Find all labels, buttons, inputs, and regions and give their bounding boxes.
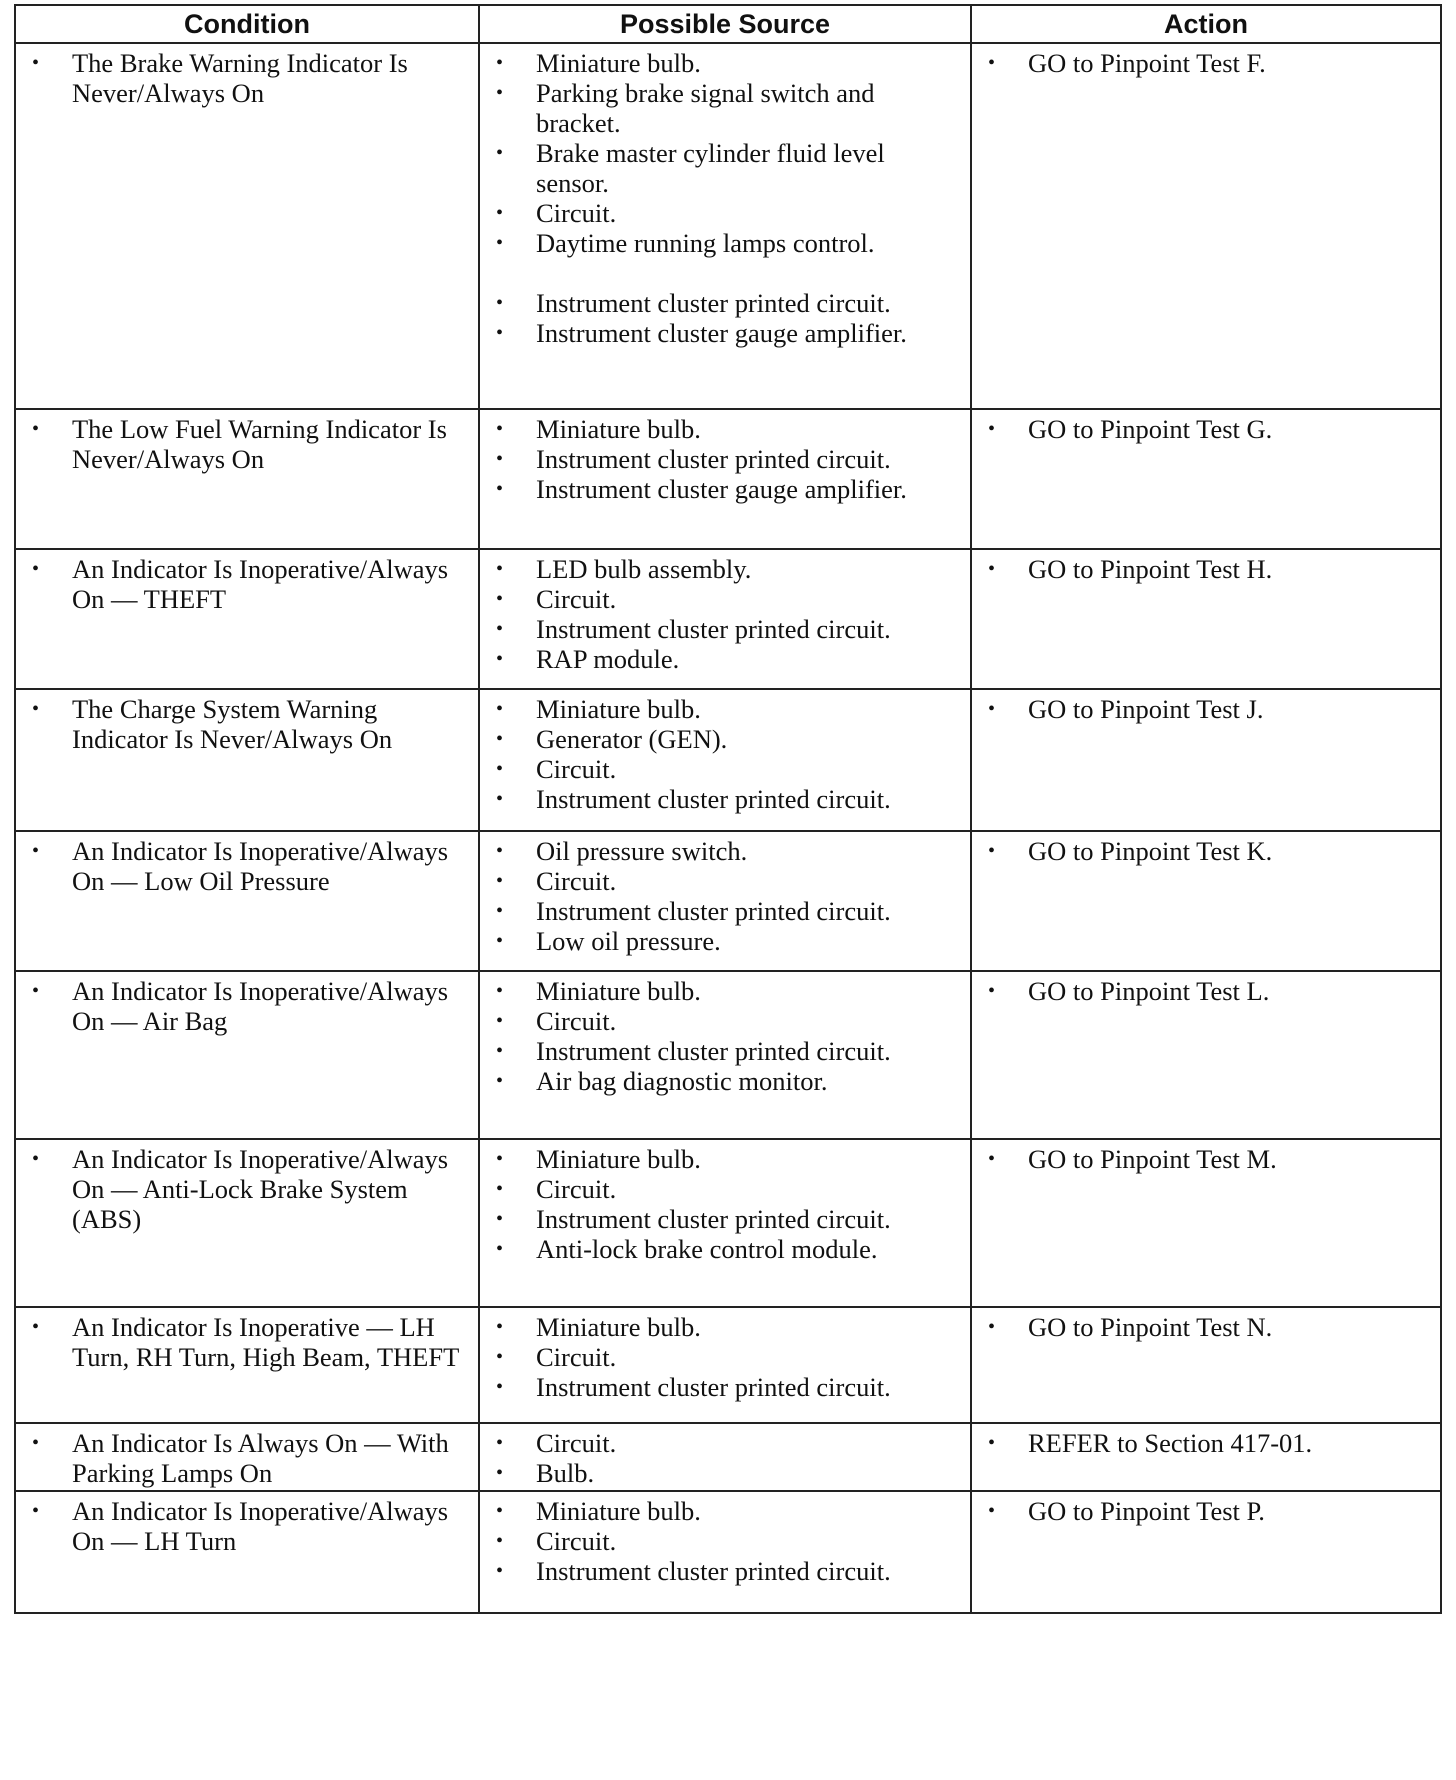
condition-cell bbox=[15, 409, 479, 549]
condition-cell bbox=[15, 43, 479, 409]
condition-text: • An Indicator Is Inoperative — LH Turn, RH Turn, High Beam, THEFT bbox=[26, 1312, 472, 1372]
table-row bbox=[15, 831, 1441, 971]
source-item: • Circuit. bbox=[490, 1428, 964, 1458]
action-list bbox=[982, 694, 1434, 724]
action-text: • GO to Pinpoint Test L. bbox=[982, 976, 1434, 1006]
action-cell bbox=[971, 971, 1441, 1139]
condition-list bbox=[26, 1496, 472, 1556]
condition-list bbox=[26, 836, 472, 896]
condition-text: • The Charge System Warning Indicator Is Never/Always On bbox=[26, 694, 472, 754]
action-text: • GO to Pinpoint Test F. bbox=[982, 48, 1434, 78]
condition-list bbox=[26, 414, 472, 474]
source-item: • Circuit. bbox=[490, 866, 964, 896]
source-item: • Daytime running lamps control. bbox=[490, 228, 964, 258]
source-item: • Miniature bulb. bbox=[490, 414, 964, 444]
source-item: • Circuit. bbox=[490, 198, 964, 228]
condition-cell bbox=[15, 831, 479, 971]
condition-list bbox=[26, 1428, 472, 1488]
action-cell bbox=[971, 409, 1441, 549]
table-row bbox=[15, 409, 1441, 549]
source-item-list bbox=[490, 1312, 964, 1402]
condition-list bbox=[26, 694, 472, 754]
source-item: • Miniature bulb. bbox=[490, 976, 964, 1006]
condition-text: • An Indicator Is Always On — With Parking Lamps On bbox=[26, 1428, 472, 1488]
source-item-list bbox=[490, 1496, 964, 1586]
source-item-list bbox=[490, 694, 964, 814]
action-cell bbox=[971, 1491, 1441, 1613]
action-list bbox=[982, 1312, 1434, 1342]
source-item-list bbox=[490, 414, 964, 504]
possible-source-cell bbox=[479, 831, 971, 971]
source-item: • Miniature bulb. bbox=[490, 48, 964, 78]
possible-source-header: Possible Source bbox=[479, 5, 971, 43]
source-item-list bbox=[490, 48, 964, 348]
source-item-list bbox=[490, 976, 964, 1096]
source-item: • Bulb. bbox=[490, 1458, 964, 1488]
source-item: • Circuit. bbox=[490, 584, 964, 614]
action-list bbox=[982, 1496, 1434, 1526]
action-list bbox=[982, 836, 1434, 866]
source-item: • Instrument cluster gauge amplifier. bbox=[490, 318, 964, 348]
action-text: • REFER to Section 417-01. bbox=[982, 1428, 1434, 1458]
possible-source-cell bbox=[479, 409, 971, 549]
source-item: • Instrument cluster printed circuit. bbox=[490, 896, 964, 926]
source-item: • Instrument cluster printed circuit. bbox=[490, 784, 964, 814]
action-text: • GO to Pinpoint Test G. bbox=[982, 414, 1434, 444]
action-cell bbox=[971, 1423, 1441, 1491]
action-cell bbox=[971, 1139, 1441, 1307]
condition-text: • An Indicator Is Inoperative/Always On — Anti-Lock Brake System (ABS) bbox=[26, 1144, 472, 1234]
source-item: • RAP module. bbox=[490, 644, 964, 674]
action-list bbox=[982, 48, 1434, 78]
condition-cell bbox=[15, 1491, 479, 1613]
source-item: • Circuit. bbox=[490, 1342, 964, 1372]
condition-text: • An Indicator Is Inoperative/Always On — Low Oil Pressure bbox=[26, 836, 472, 896]
source-item-list bbox=[490, 1144, 964, 1264]
condition-list bbox=[26, 976, 472, 1036]
source-item: • Instrument cluster printed circuit. bbox=[490, 1204, 964, 1234]
source-item: • Oil pressure switch. bbox=[490, 836, 964, 866]
source-item: • Miniature bulb. bbox=[490, 1312, 964, 1342]
source-item: • Miniature bulb. bbox=[490, 694, 964, 724]
action-cell bbox=[971, 689, 1441, 831]
action-text: • GO to Pinpoint Test P. bbox=[982, 1496, 1434, 1526]
table-row bbox=[15, 1307, 1441, 1423]
action-list bbox=[982, 1428, 1434, 1458]
source-item: • Circuit. bbox=[490, 1174, 964, 1204]
possible-source-cell bbox=[479, 1139, 971, 1307]
source-item: • Instrument cluster printed circuit. bbox=[490, 614, 964, 644]
action-header: Action bbox=[971, 5, 1441, 43]
source-item: • Instrument cluster printed circuit. bbox=[490, 288, 964, 318]
condition-cell bbox=[15, 549, 479, 689]
action-text: • GO to Pinpoint Test J. bbox=[982, 694, 1434, 724]
source-item: • Circuit. bbox=[490, 754, 964, 784]
source-item: • Anti-lock brake control module. bbox=[490, 1234, 964, 1264]
action-text: • GO to Pinpoint Test N. bbox=[982, 1312, 1434, 1342]
action-list bbox=[982, 554, 1434, 584]
action-text: • GO to Pinpoint Test K. bbox=[982, 836, 1434, 866]
action-list bbox=[982, 414, 1434, 444]
possible-source-cell bbox=[479, 43, 971, 409]
source-item: • Circuit. bbox=[490, 1526, 964, 1556]
possible-source-cell bbox=[479, 689, 971, 831]
condition-list bbox=[26, 554, 472, 614]
possible-source-cell bbox=[479, 1423, 971, 1491]
action-text: • GO to Pinpoint Test H. bbox=[982, 554, 1434, 584]
action-list bbox=[982, 976, 1434, 1006]
source-item: • Low oil pressure. bbox=[490, 926, 964, 956]
source-item: • Generator (GEN). bbox=[490, 724, 964, 754]
condition-cell bbox=[15, 1307, 479, 1423]
condition-header: Condition bbox=[15, 5, 479, 43]
table-row bbox=[15, 549, 1441, 689]
table-row bbox=[15, 43, 1441, 409]
table-row bbox=[15, 1491, 1441, 1613]
table-row bbox=[15, 971, 1441, 1139]
condition-text: • The Brake Warning Indicator Is Never/Always On bbox=[26, 48, 472, 108]
source-item: • Instrument cluster printed circuit. bbox=[490, 1036, 964, 1066]
action-cell bbox=[971, 549, 1441, 689]
condition-list bbox=[26, 1144, 472, 1234]
source-item: • Miniature bulb. bbox=[490, 1496, 964, 1526]
source-item: • Instrument cluster printed circuit. bbox=[490, 1372, 964, 1402]
condition-text: • The Low Fuel Warning Indicator Is Never/Always On bbox=[26, 414, 472, 474]
possible-source-cell bbox=[479, 1491, 971, 1613]
source-item: • Circuit. bbox=[490, 1006, 964, 1036]
condition-cell bbox=[15, 971, 479, 1139]
condition-text: • An Indicator Is Inoperative/Always On — LH Turn bbox=[26, 1496, 472, 1556]
action-text: • GO to Pinpoint Test M. bbox=[982, 1144, 1434, 1174]
table-row bbox=[15, 1423, 1441, 1491]
source-item: • LED bulb assembly. bbox=[490, 554, 964, 584]
table-row bbox=[15, 689, 1441, 831]
source-item: • Instrument cluster gauge amplifier. bbox=[490, 474, 964, 504]
action-cell bbox=[971, 43, 1441, 409]
source-item-list bbox=[490, 1428, 964, 1488]
source-item-list bbox=[490, 836, 964, 956]
source-item: • Instrument cluster printed circuit. bbox=[490, 1556, 964, 1586]
condition-text: • An Indicator Is Inoperative/Always On — THEFT bbox=[26, 554, 472, 614]
condition-text: • An Indicator Is Inoperative/Always On — Air Bag bbox=[26, 976, 472, 1036]
source-item: • Air bag diagnostic monitor. bbox=[490, 1066, 964, 1096]
table-row bbox=[15, 1139, 1441, 1307]
action-cell bbox=[971, 831, 1441, 971]
possible-source-cell bbox=[479, 549, 971, 689]
condition-list bbox=[26, 1312, 472, 1372]
possible-source-cell bbox=[479, 971, 971, 1139]
table-body bbox=[15, 43, 1441, 1613]
source-item: • Instrument cluster printed circuit. bbox=[490, 444, 964, 474]
source-item: • Brake master cylinder fluid level sensor. bbox=[490, 138, 964, 198]
possible-source-cell bbox=[479, 1307, 971, 1423]
source-item: • Parking brake signal switch and bracket. bbox=[490, 78, 964, 138]
condition-cell bbox=[15, 1423, 479, 1491]
header-row bbox=[15, 5, 1441, 43]
action-cell bbox=[971, 1307, 1441, 1423]
condition-cell bbox=[15, 1139, 479, 1307]
condition-list bbox=[26, 48, 472, 108]
diagnosis-table bbox=[14, 4, 1442, 1614]
condition-cell bbox=[15, 689, 479, 831]
action-list bbox=[982, 1144, 1434, 1174]
source-item-list bbox=[490, 554, 964, 674]
source-item: • Miniature bulb. bbox=[490, 1144, 964, 1174]
